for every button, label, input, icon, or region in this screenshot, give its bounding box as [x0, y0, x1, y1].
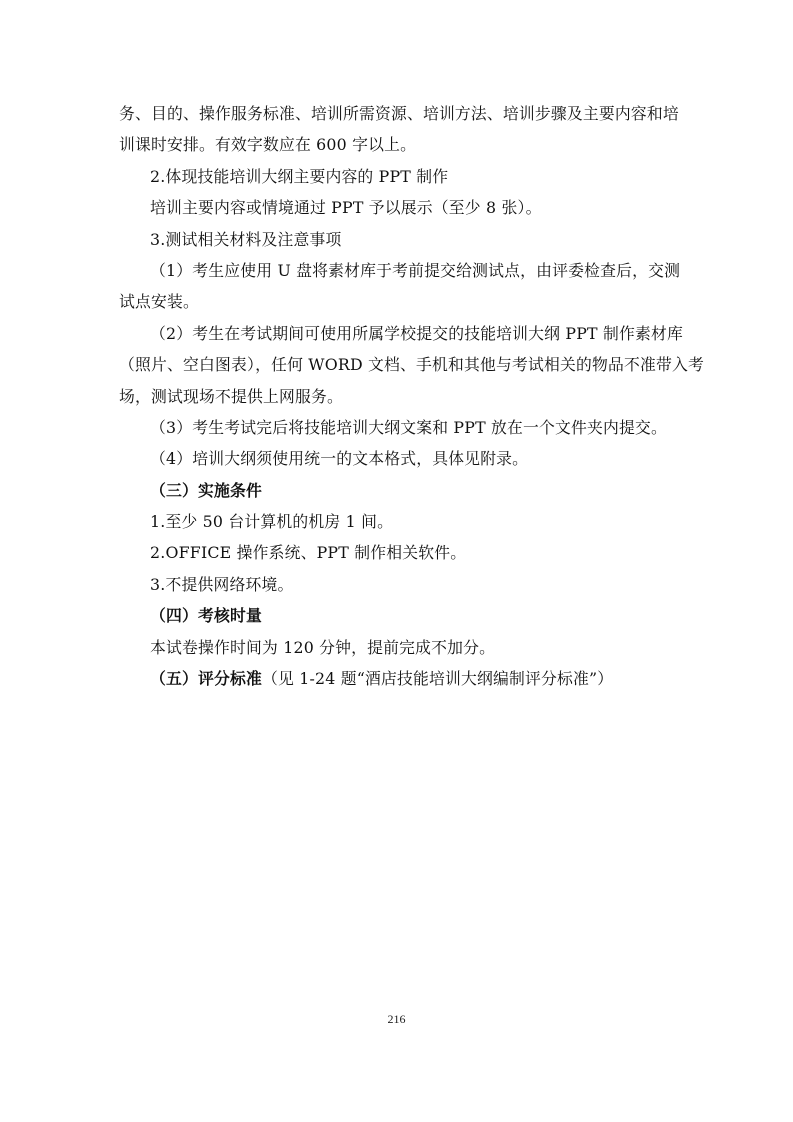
subsection-heading: 2.体现技能培训大纲主要内容的 PPT 制作 [150, 166, 449, 186]
page-number: 216 [387, 1012, 406, 1026]
list-item: （4）培训大纲须使用统一的文本格式，具体见附录。 [150, 449, 529, 469]
list-item-continuation: 试点安装。 [119, 292, 199, 312]
list-item-continuation: 场，测试现场不提供上网服务。 [119, 386, 343, 406]
section-heading: （五）评分标准 [150, 669, 262, 689]
paragraph-line: 训课时安排。有效字数应在 600 字以上。 [119, 135, 417, 155]
list-item: （2）考生在考试期间可使用所属学校提交的技能培训大纲 PPT 制作素材库 [150, 323, 683, 343]
list-item: 2.OFFICE 操作系统、PPT 制作相关软件。 [150, 543, 467, 563]
list-item-continuation: （照片、空白图表），任何 WORD 文档、手机和其他与考试相关的物品不准带入考 [119, 355, 704, 375]
document-body [119, 98, 704, 694]
section-heading-note: （见 1-24 题“酒店技能培训大纲编制评分标准”） [261, 669, 614, 689]
list-item: 1.至少 50 台计算机的机房 1 间。 [150, 512, 394, 532]
subsection-heading: 3.测试相关材料及注意事项 [150, 229, 342, 249]
list-item: 3.不提供网络环境。 [150, 574, 294, 594]
list-item: （3）考生考试完后将技能培训大纲文案和 PPT 放在一个文件夹内提交。 [150, 417, 667, 437]
section-heading: （三）实施条件 [150, 480, 262, 500]
paragraph-line: 培训主要内容或情境通过 PPT 予以展示（至少 8 张）。 [150, 198, 542, 218]
list-item: （1）考生应使用 U 盘将素材库于考前提交给测试点，由评委检查后，交测 [150, 260, 681, 280]
paragraph-line: 务、目的、操作服务标准、培训所需资源、培训方法、培训步骤及主要内容和培 [119, 104, 679, 123]
section-heading: （四）考核时量 [150, 606, 262, 626]
paragraph-line: 本试卷操作时间为 120 分钟，提前完成不加分。 [150, 637, 496, 657]
section-heading-line [119, 663, 689, 694]
